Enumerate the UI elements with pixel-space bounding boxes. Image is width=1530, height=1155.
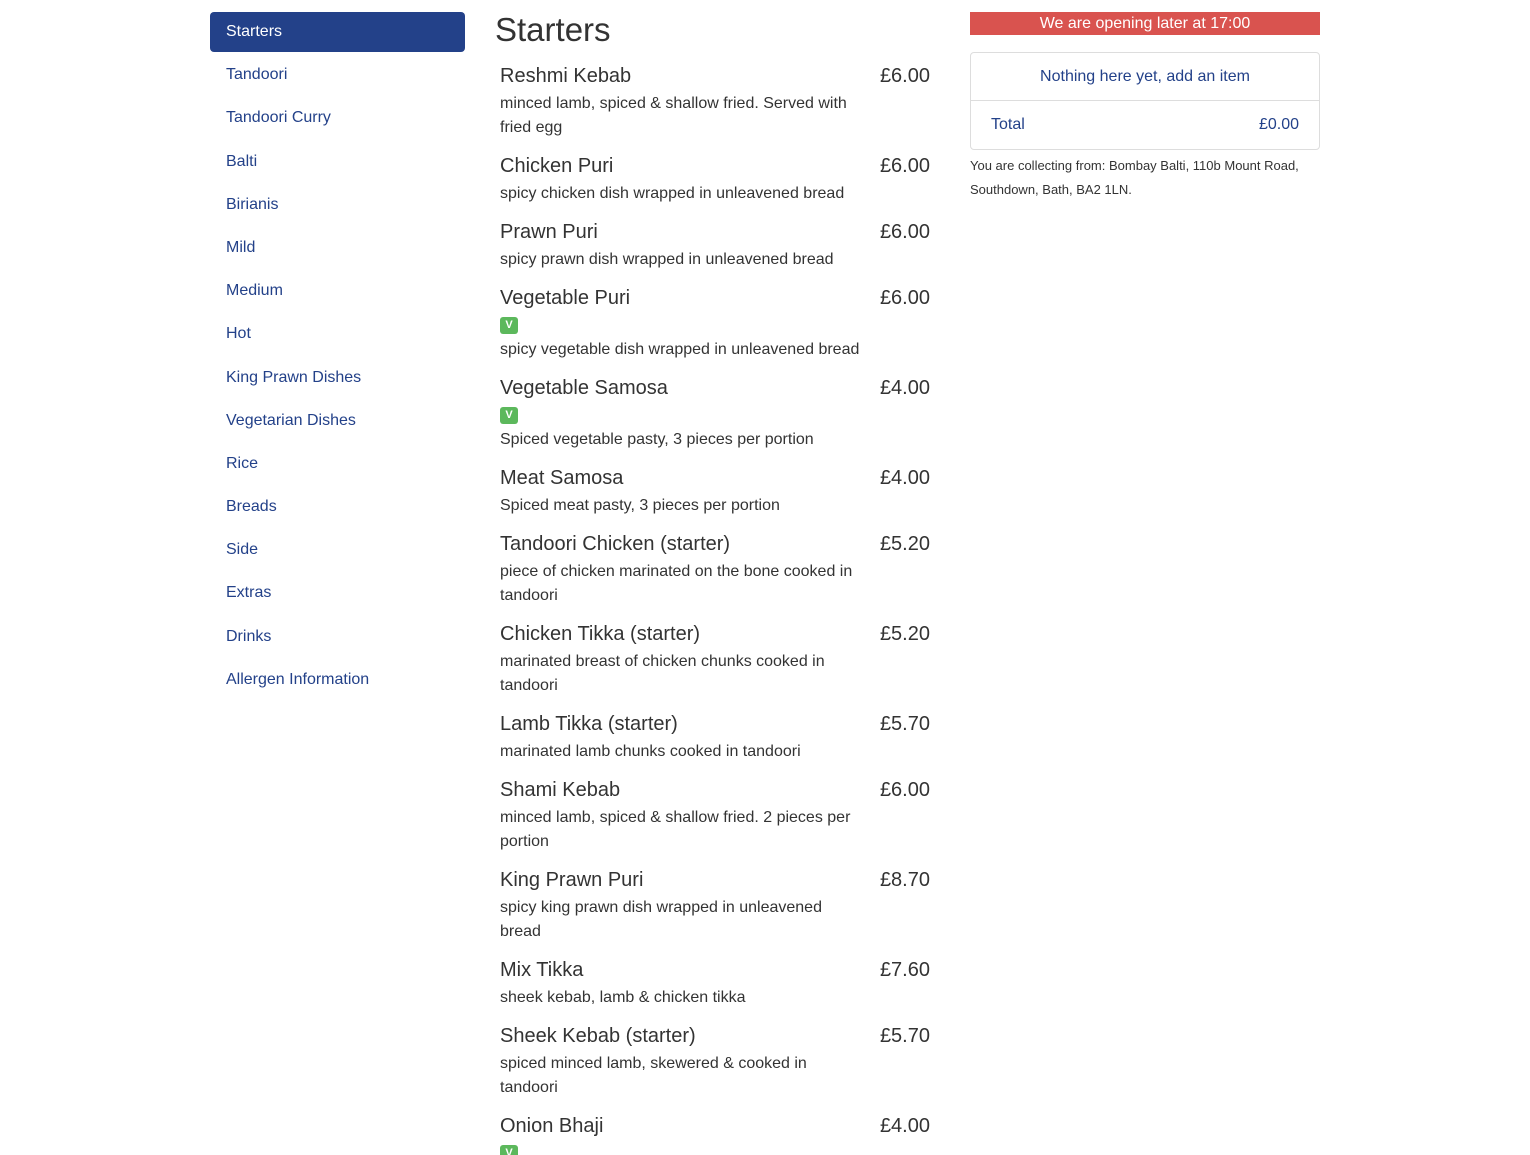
menu-item[interactable] xyxy=(500,464,935,530)
menu-item[interactable] xyxy=(500,284,935,374)
nav-item-tandoori[interactable]: Tandoori xyxy=(226,66,288,84)
menu-item-description: piece of chicken marinated on the bone cooked in tandoori xyxy=(500,563,853,604)
menu-item-description: spicy king prawn dish wrapped in unleavened bread xyxy=(500,899,822,940)
total-value: £0.00 xyxy=(1258,116,1299,133)
vegetarian-badge: V xyxy=(500,1145,518,1155)
page-title: Starters xyxy=(495,11,611,48)
menu-item[interactable] xyxy=(500,620,935,710)
menu-item-price: £7.60 xyxy=(879,959,930,981)
menu-item-description: spicy prawn dish wrapped in unleavened bread xyxy=(500,251,834,268)
menu-item[interactable] xyxy=(500,374,935,464)
menu-item-name: Vegetable Puri xyxy=(500,287,631,309)
menu-item-description: marinated lamb chunks cooked in tandoori xyxy=(500,743,801,760)
menu-item-name: Mix Tikka xyxy=(500,959,584,981)
nav-item-king-prawn-dishes[interactable]: King Prawn Dishes xyxy=(226,368,362,386)
menu-item-description: minced lamb, spiced & shallow fried. Served with fried egg xyxy=(500,95,847,136)
menu-item-name: Tandoori Chicken (starter) xyxy=(500,533,731,555)
menu-items-list xyxy=(495,62,935,1155)
menu-item-description: spiced minced lamb, skewered & cooked in tandoori xyxy=(500,1055,807,1096)
nav-item-side[interactable]: Side xyxy=(226,541,259,559)
menu-item-price: £5.70 xyxy=(879,1025,930,1047)
menu-section xyxy=(495,8,935,1155)
menu-item-price: £5.20 xyxy=(879,623,930,645)
menu-item-description: spicy vegetable dish wrapped in unleavened bread xyxy=(500,341,860,358)
menu-item-price: £6.00 xyxy=(879,155,930,177)
basket-total-row xyxy=(971,101,1319,149)
nav-item-medium[interactable]: Medium xyxy=(226,282,283,300)
menu-item-name: Reshmi Kebab xyxy=(500,65,632,87)
basket-empty-message: Nothing here yet, add an item xyxy=(971,53,1319,101)
vegetarian-badge: V xyxy=(500,407,518,424)
menu-item[interactable] xyxy=(500,218,935,284)
nav-item-birianis[interactable]: Birianis xyxy=(226,195,279,213)
menu-item[interactable] xyxy=(500,530,935,620)
menu-item-name: Chicken Tikka (starter) xyxy=(500,623,701,645)
menu-item-description: marinated breast of chicken chunks cooked in tandoori xyxy=(500,653,825,694)
menu-item-price: £6.00 xyxy=(879,779,930,801)
menu-item-price: £5.70 xyxy=(879,713,930,735)
nav-item-rice[interactable]: Rice xyxy=(226,454,259,472)
menu-item-name: Lamb Tikka (starter) xyxy=(500,713,678,735)
menu-item-price: £4.00 xyxy=(879,467,930,489)
menu-item-price: £5.20 xyxy=(879,533,930,555)
menu-item-name: Prawn Puri xyxy=(500,221,598,243)
nav-item-vegetarian-dishes[interactable]: Vegetarian Dishes xyxy=(226,411,356,429)
menu-item-price: £4.00 xyxy=(879,1115,930,1137)
menu-item-name: Sheek Kebab (starter) xyxy=(500,1025,696,1047)
menu-item[interactable] xyxy=(500,866,935,956)
nav-item-balti[interactable]: Balti xyxy=(226,152,258,170)
menu-item-price: £6.00 xyxy=(879,65,930,87)
basket-box xyxy=(970,52,1320,150)
menu-item[interactable] xyxy=(500,1112,935,1155)
menu-item[interactable] xyxy=(500,152,935,218)
total-label: Total xyxy=(991,116,1025,133)
nav-item-allergen-information[interactable]: Allergen Information xyxy=(226,670,370,688)
menu-item[interactable] xyxy=(500,956,935,1022)
menu-item-name: Vegetable Samosa xyxy=(500,377,668,399)
menu-item-price: £6.00 xyxy=(879,287,930,309)
vegetarian-badge: V xyxy=(500,317,518,334)
menu-item-description: Spiced vegetable pasty, 3 pieces per portion xyxy=(500,431,814,448)
menu-item-name: Shami Kebab xyxy=(500,779,621,801)
nav-item-mild[interactable]: Mild xyxy=(226,238,256,256)
basket-panel xyxy=(970,12,1320,202)
nav-item-breads[interactable]: Breads xyxy=(226,498,277,516)
nav-item-hot[interactable]: Hot xyxy=(226,325,251,343)
menu-item-name: Onion Bhaji xyxy=(500,1115,604,1137)
menu-item-name: King Prawn Puri xyxy=(500,869,644,891)
menu-item-description: spicy chicken dish wrapped in unleavened bread xyxy=(500,185,845,202)
menu-item-price: £6.00 xyxy=(879,221,930,243)
menu-item-name: Chicken Puri xyxy=(500,155,614,177)
menu-item[interactable] xyxy=(500,1022,935,1112)
opening-status-banner: We are opening later at 17:00 xyxy=(970,12,1320,35)
menu-item-description: sheek kebab, lamb & chicken tikka xyxy=(500,989,746,1006)
menu-item-price: £4.00 xyxy=(879,377,930,399)
menu-item[interactable] xyxy=(500,776,935,866)
menu-item-name: Meat Samosa xyxy=(500,467,624,489)
menu-item-price: £8.70 xyxy=(879,869,930,891)
nav-item-starters[interactable]: Starters xyxy=(210,12,465,52)
nav-item-tandoori-curry[interactable]: Tandoori Curry xyxy=(226,109,331,127)
nav-item-extras[interactable]: Extras xyxy=(226,584,272,602)
nav-item-drinks[interactable]: Drinks xyxy=(226,627,272,645)
collection-address: You are collecting from: Bombay Balti, 110b Mount Road, Southdown, Bath, BA2 1LN. xyxy=(970,158,1299,197)
menu-item[interactable] xyxy=(500,62,935,152)
menu-item[interactable] xyxy=(500,710,935,776)
menu-item-description: Spiced meat pasty, 3 pieces per portion xyxy=(500,497,780,514)
menu-item-description: minced lamb, spiced & shallow fried. 2 pieces per portion xyxy=(500,809,851,850)
category-nav xyxy=(210,12,465,703)
